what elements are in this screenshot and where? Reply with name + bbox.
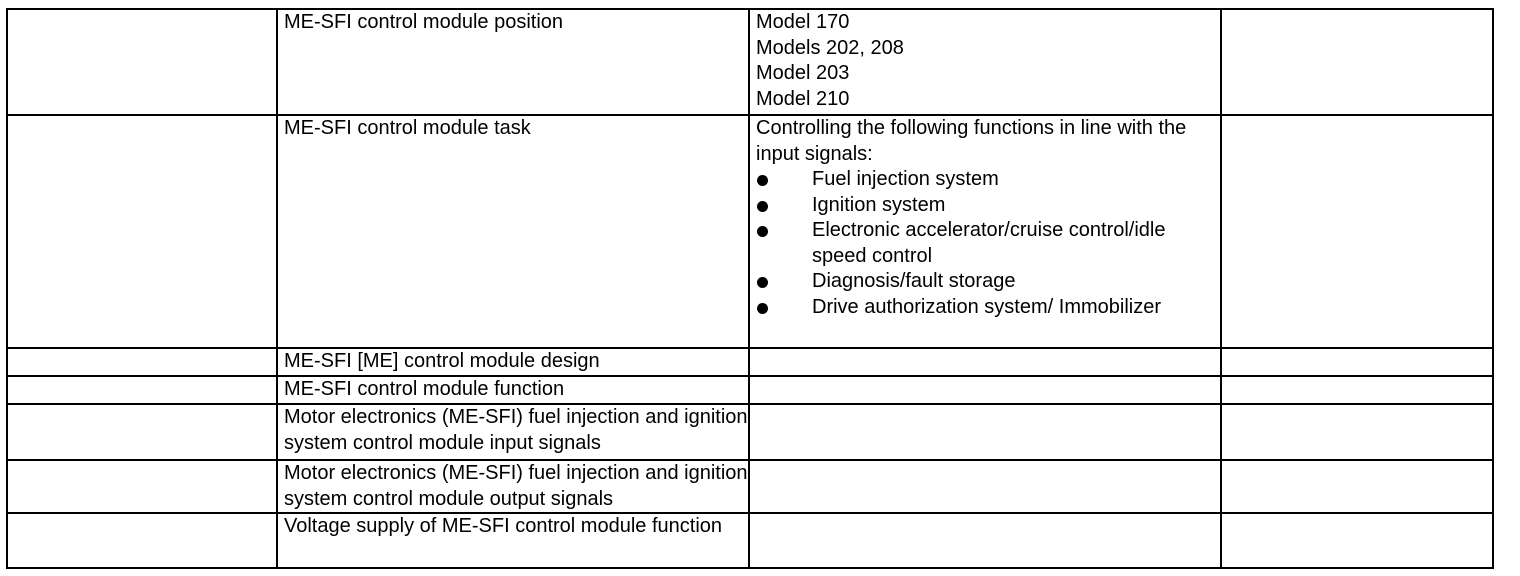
detail-line: Models 202, 208: [756, 36, 904, 59]
empty-cell: [7, 115, 277, 348]
topic-cell: [277, 376, 749, 404]
empty-cell: [1221, 9, 1493, 115]
details-cell: [749, 9, 1221, 115]
details-cell: [749, 115, 1221, 348]
empty-cell: [749, 460, 1221, 513]
detail-line: Model 203: [756, 62, 850, 84]
empty-cell: [1221, 376, 1493, 404]
list-item: [756, 193, 1220, 219]
topic-text: ME-SFI control module function: [284, 378, 565, 400]
empty-cell: [7, 9, 277, 115]
bullet-icon: [757, 277, 768, 288]
detail-line: Model 170: [756, 11, 850, 33]
table-row: [7, 9, 1493, 115]
empty-cell: [7, 348, 277, 376]
list-item: [756, 269, 1220, 295]
empty-cell: [1221, 348, 1493, 376]
topic-cell: [277, 404, 749, 460]
topic-cell: [277, 513, 749, 568]
empty-cell: [1221, 513, 1493, 568]
list-item: [756, 295, 1220, 321]
list-item-text: Electronic accelerator/cruise control/idle speed control: [812, 219, 1166, 267]
detail-line: Model 210: [756, 87, 850, 110]
topic-text: Motor electronics (ME-SFI) fuel injection and ignition system control module output signals: [284, 462, 748, 510]
empty-cell: [7, 404, 277, 460]
table-row: [7, 513, 1493, 568]
bullet-icon: [757, 175, 768, 186]
empty-cell: [749, 513, 1221, 568]
bullet-icon: [757, 201, 768, 212]
topic-text: Voltage supply of ME-SFI control module function: [284, 515, 723, 537]
table-row: [7, 115, 1493, 348]
list-item-text: Ignition system: [812, 193, 946, 216]
topic-cell: [277, 348, 749, 376]
empty-cell: [7, 460, 277, 513]
task-intro: Controlling the following functions in line with the input signals:: [756, 117, 1187, 165]
empty-cell: [7, 376, 277, 404]
empty-cell: [749, 376, 1221, 404]
empty-cell: [1221, 404, 1493, 460]
table-row: [7, 376, 1493, 404]
empty-cell: [1221, 460, 1493, 513]
empty-cell: [749, 404, 1221, 460]
list-item: [756, 218, 1220, 269]
topic-cell: [277, 460, 749, 513]
topic-text: ME-SFI control module position: [284, 11, 564, 33]
topic-text: ME-SFI control module task: [284, 117, 531, 139]
table-row: [7, 404, 1493, 460]
topic-cell: [277, 115, 749, 348]
list-item: [756, 167, 1220, 193]
table-row: [7, 348, 1493, 376]
topic-text: ME-SFI [ME] control module design: [284, 350, 600, 372]
bullet-icon: [757, 303, 768, 314]
document-table: [6, 8, 1494, 569]
list-item-text: Fuel injection system: [812, 168, 999, 190]
list-item-text: Diagnosis/fault storage: [812, 270, 1016, 292]
empty-cell: [1221, 115, 1493, 348]
table-row: [7, 460, 1493, 513]
topic-cell: [277, 9, 749, 115]
empty-cell: [749, 348, 1221, 376]
bullet-icon: [757, 226, 768, 237]
empty-cell: [7, 513, 277, 568]
topic-text: Motor electronics (ME-SFI) fuel injection and ignition system control module input signals: [284, 406, 748, 454]
task-list: [756, 167, 1220, 320]
list-item-text: Drive authorization system/ Immobilizer: [812, 295, 1161, 318]
